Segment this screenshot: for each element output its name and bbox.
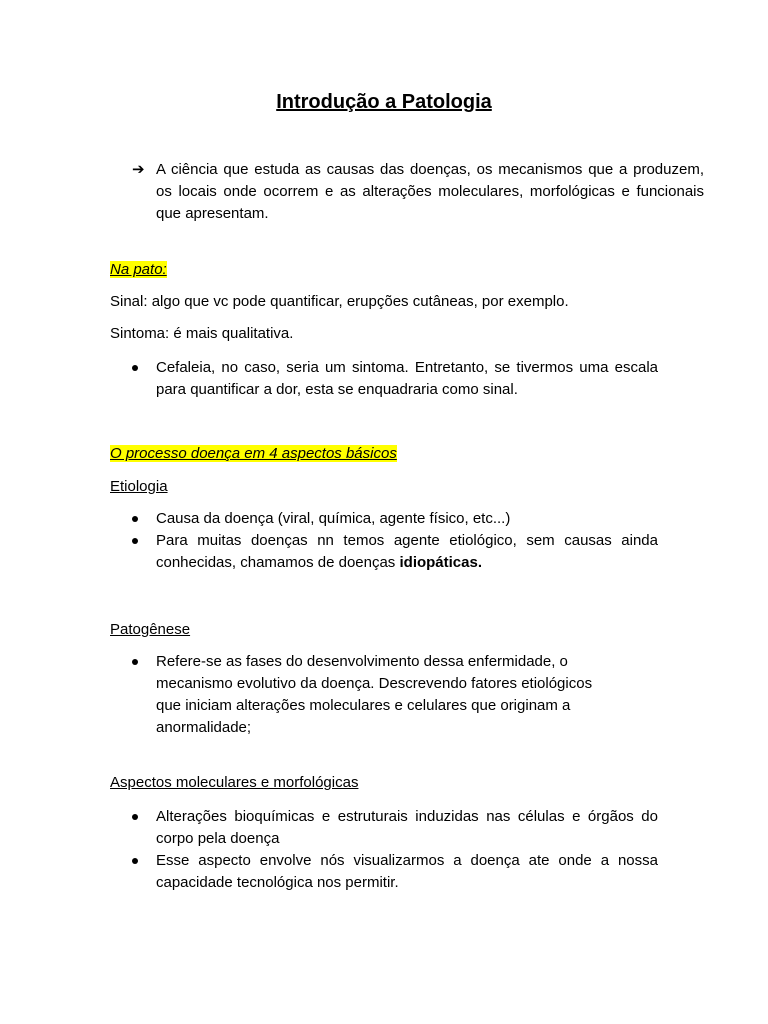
etiologia-bullet-list [110, 508, 658, 574]
bullet-dot-icon [132, 538, 138, 544]
bullet-dot-icon [132, 516, 138, 522]
na-pato-heading [110, 259, 658, 281]
list-item-text: Refere-se as fases do desenvolvimento dessa enfermidade, o mecanismo evolutivo da doença. Descrevendo fatores etiológicos que iniciam alterações moleculares e celulares que originam a anormalidade; [156, 653, 593, 736]
bullet-dot-icon [132, 365, 138, 371]
aspectos-heading-text: Aspectos moleculares e morfológicas [110, 774, 359, 791]
bullet-dot-icon [132, 814, 138, 820]
right-arrow-icon: ➔ [132, 161, 145, 178]
idiopaticas-bold-text: idiopáticas. [399, 554, 483, 571]
patogenese-bullet-list [110, 651, 658, 739]
list-item [110, 530, 658, 574]
intro-text: A ciência que estuda as causas das doenças, os mecanismos que a produzem, os locais onde ocorrem e as alterações moleculares, morfológicas e funcionais que apresentam. [156, 161, 704, 222]
patogenese-heading [110, 619, 658, 641]
processo-heading-text: O processo doença em 4 aspectos básicos [110, 445, 397, 462]
page-title: Introdução a Patologia [276, 91, 492, 113]
processo-heading [110, 443, 658, 465]
sinal-line: Sinal: algo que vc pode quantificar, erupções cutâneas, por exemplo. [110, 293, 569, 310]
etiologia-heading [110, 476, 658, 498]
list-item [110, 651, 658, 739]
aspectos-heading [110, 772, 658, 794]
aspectos-bullet-list [110, 806, 658, 894]
na-pato-heading-text: Na pato: [110, 261, 167, 278]
list-item-text: Alterações bioquímicas e estruturais induzidas nas células e órgãos do corpo pela doença [156, 808, 658, 847]
list-item [110, 806, 658, 850]
etiologia-heading-text: Etiologia [110, 478, 168, 495]
patogenese-heading-text: Patogênese [110, 621, 191, 638]
list-item [110, 850, 658, 894]
bullet-dot-icon [132, 858, 138, 864]
intro-paragraph [110, 159, 704, 225]
document-page [110, 0, 704, 891]
list-item [110, 357, 658, 401]
list-item-text: Causa da doença (viral, química, agente físico, etc...) [156, 510, 511, 527]
bullet-dot-icon [132, 659, 138, 665]
na-pato-bullet-list [110, 357, 658, 401]
list-item-text: Cefaleia, no caso, seria um sintoma. Entretanto, se tivermos uma escala para quantificar a dor, esta se enquadraria como sinal. [156, 359, 658, 398]
list-item-text: Para muitas doenças nn temos agente etiológico, sem causas ainda conhecidas, chamamos de doenças [156, 532, 658, 571]
list-item [110, 508, 658, 530]
sintoma-line: Sintoma: é mais qualitativa. [110, 325, 294, 342]
list-item-text: Esse aspecto envolve nós visualizarmos a doença ate onde a nossa capacidade tecnológica nos permitir. [156, 852, 658, 891]
